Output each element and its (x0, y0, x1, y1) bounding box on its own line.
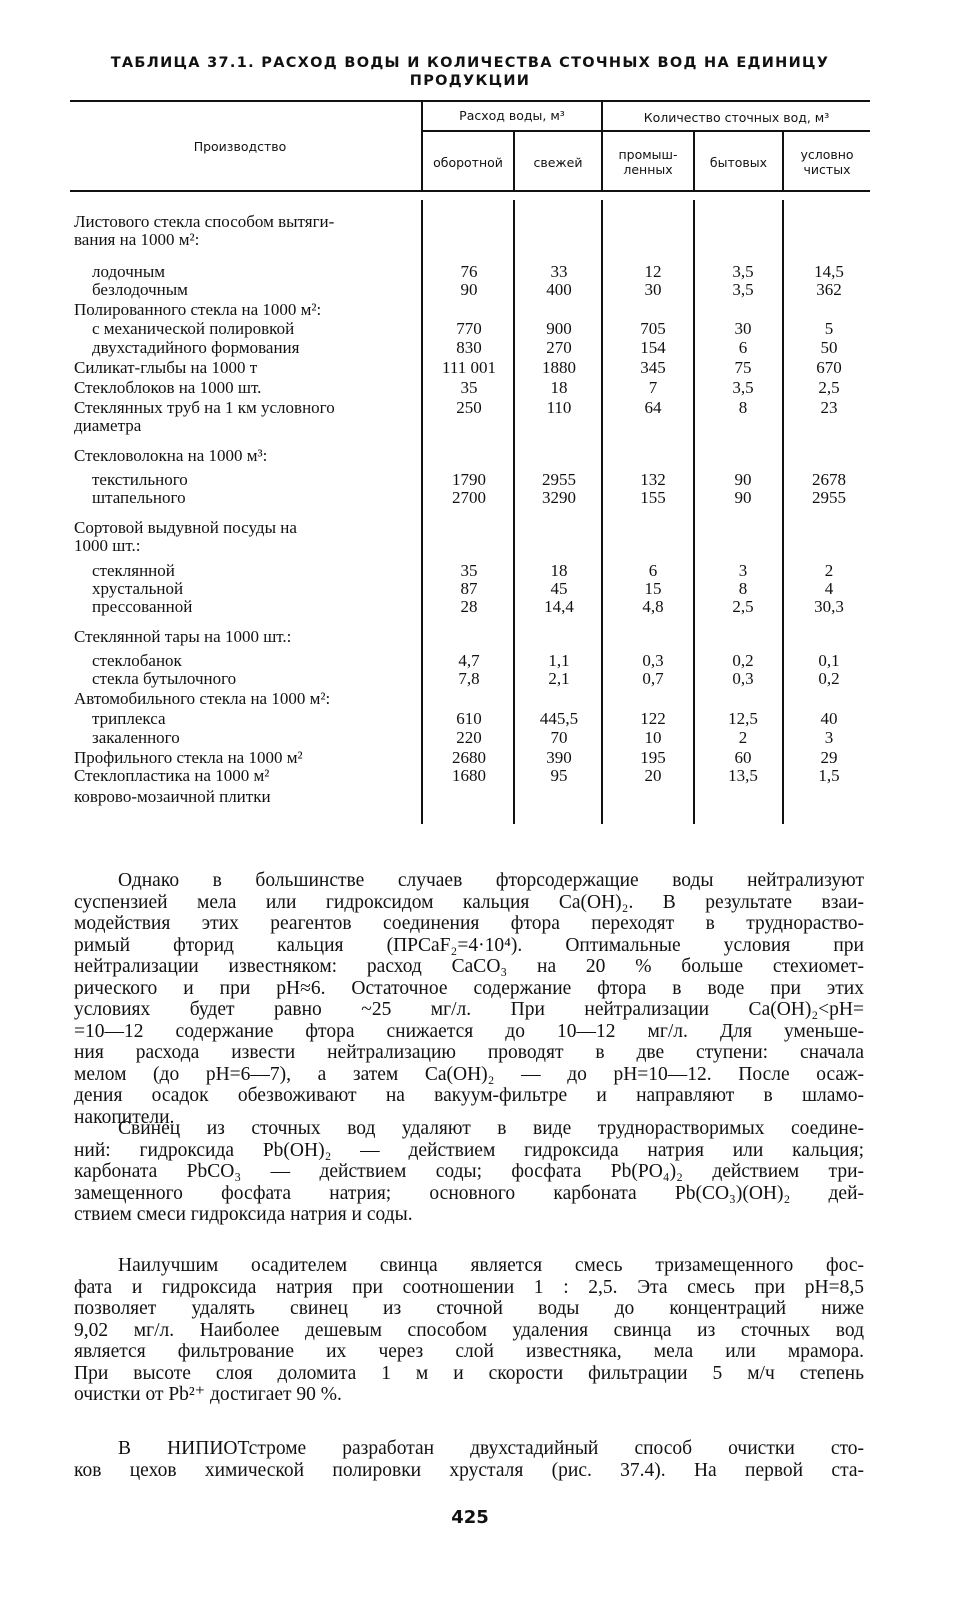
table-cell: 50 (820, 338, 838, 357)
table-cell: 90 (734, 488, 752, 507)
table-cell: 132 (640, 470, 666, 489)
text-line: мелом (до pH=6—7), а затем Ca(OH)₂ — до pH=10—12. После осаж- (74, 1063, 864, 1085)
text-line: карбоната PbCO₃ — действием соды; фосфата Pb(PO₄)₂ действием три- (74, 1161, 864, 1182)
table-row (0, 281, 959, 299)
row-label: коврово-мозаичной плитки (74, 787, 271, 806)
table-cell: 270 (546, 338, 572, 357)
table-row (0, 710, 959, 728)
header-clean-line2: чистых (803, 162, 851, 177)
table-caption-continued: ПРОДУКЦИИ (409, 73, 531, 89)
row-label: 1000 шт.: (74, 536, 141, 555)
table-cell: 2680 (452, 748, 486, 767)
text-line: В НИПИОТстроме разработан двухстадийный способ очистки сто- (118, 1438, 864, 1459)
table-cell: 90 (734, 470, 752, 489)
table-row (0, 379, 959, 397)
header-bottom-rule (70, 190, 870, 192)
table-cell: 90 (460, 280, 478, 299)
table-row (0, 652, 959, 670)
table-cell: 154 (640, 338, 666, 357)
text-line: является фильтрование их через слой известняка, мела или мрамора. (74, 1341, 864, 1362)
text-line: ков цехов химической полировки хрусталя (рис. 37.4). На первой ста- (74, 1459, 864, 1481)
table-cell: 1880 (542, 358, 576, 377)
text-line: Однако в большинстве случаев фторсодержащие воды нейтрализуют (118, 870, 864, 891)
table-cell: 30 (734, 319, 752, 338)
table-cell: 5 (824, 319, 834, 338)
header-production: Производство (193, 139, 287, 154)
row-label: безлодочным (92, 280, 188, 299)
table-cell: 18 (550, 561, 568, 580)
row-label: Стеклопластика на 1000 м² (74, 766, 270, 785)
table-cell: 2955 (812, 488, 846, 507)
table-cell: 4,7 (458, 651, 480, 670)
row-label: Стеклоблоков на 1000 шт. (74, 378, 262, 397)
table-cell: 95 (550, 766, 568, 785)
table-cell: 87 (460, 579, 478, 598)
table-cell: 2,5 (732, 597, 754, 616)
table-cell: 14,5 (814, 262, 844, 281)
table-row (0, 729, 959, 747)
table-cell: 3 (824, 728, 834, 747)
table-cell: 75 (734, 358, 752, 377)
row-label: с механической полировкой (92, 319, 295, 338)
header-conditionally-clean (784, 147, 870, 177)
table-row (0, 598, 959, 616)
row-label: Стекловолокна на 1000 м³: (74, 446, 268, 465)
table-cell: 0,2 (732, 651, 754, 670)
table-cell: 7 (648, 378, 658, 397)
table-cell: 0,1 (818, 651, 840, 670)
text-line: фата и гидроксида натрия при соотношении 1 : 2,5. Эта смесь при pH=8,5 (74, 1276, 864, 1298)
table-cell: 390 (546, 748, 572, 767)
table-cell: 2 (824, 561, 834, 580)
table-cell: 8 (738, 579, 748, 598)
table-row (0, 519, 959, 537)
text-line: позволяет удалять свинец из сточной воды до концентраций ниже (74, 1298, 864, 1319)
table-cell: 900 (546, 319, 572, 338)
row-label: вания на 1000 м²: (74, 230, 200, 249)
header-water-use: Расход воды, м³ (459, 108, 565, 123)
table-cell: 23 (820, 398, 838, 417)
table-cell: 6 (648, 561, 658, 580)
text-line: римый фторид кальция (ПРCaF₂=4·10⁴). Оптимальные условия при (74, 934, 864, 956)
text-line: Наилучшим осадителем свинца является смесь тризамещенного фос- (118, 1255, 864, 1276)
table-cell: 45 (550, 579, 568, 598)
row-label: двухстадийного формования (92, 338, 300, 357)
table-row (0, 767, 959, 785)
row-label: Сортовой выдувной посуды на (74, 518, 297, 537)
table-cell: 345 (640, 358, 666, 377)
table-cell: 6 (738, 338, 748, 357)
text-line: очистки от Pb²⁺ достигает 90 %. (74, 1384, 342, 1405)
text-line: нейтрализации известняком: расход CaCO₃ на 20 % больше стехиомет- (74, 956, 864, 977)
row-label: прессованной (92, 597, 193, 616)
table-row (0, 301, 959, 319)
table-cell: 770 (456, 319, 482, 338)
text-line: условиях будет равно ~25 мг/л. При нейтрализации Ca(OH)₂<pH= (74, 999, 864, 1020)
table-row (0, 263, 959, 281)
header-recycled: оборотной (433, 155, 503, 170)
table-cell: 705 (640, 319, 666, 338)
header-fresh: свежей (533, 155, 583, 170)
page-number: 425 (451, 1507, 489, 1528)
table-cell: 35 (460, 378, 478, 397)
table-cell: 1790 (452, 470, 486, 489)
text-line: дения осадок обезвоживают на вакуум-фильтре и направляют в шламо- (74, 1085, 864, 1106)
table-cell: 111 001 (442, 358, 496, 377)
table-row (0, 399, 959, 417)
table-row (0, 213, 959, 231)
table-cell: 15 (644, 579, 662, 598)
table-row (0, 628, 959, 646)
table-cell: 7,8 (458, 669, 480, 688)
table-cell: 12 (644, 262, 662, 281)
table-cell: 250 (456, 398, 482, 417)
row-label: стекла бутылочного (92, 669, 237, 688)
row-label: триплекса (92, 709, 166, 728)
row-label: Стеклянных труб на 1 км условного (74, 398, 335, 417)
header-domestic: бытовых (709, 155, 768, 170)
table-cell: 110 (546, 398, 572, 417)
text-line: =10—12 содержание фтора снижается до 10—12 мг/л. Для уменьше- (74, 1020, 864, 1042)
table-cell: 30,3 (814, 597, 844, 616)
table-cell: 30 (644, 280, 662, 299)
table-cell: 18 (550, 378, 568, 397)
table-cell: 12,5 (728, 709, 758, 728)
table-cell: 195 (640, 748, 666, 767)
table-row (0, 231, 959, 249)
row-label: Силикат-глыбы на 1000 т (74, 358, 258, 377)
table-row (0, 690, 959, 708)
table-row (0, 537, 959, 555)
row-label: Листового стекла способом вытяги- (74, 212, 335, 231)
table-row (0, 417, 959, 435)
table-row (0, 670, 959, 688)
table-cell: 28 (460, 597, 478, 616)
header-industrial-line2: ленных (623, 162, 673, 177)
table-row (0, 359, 959, 377)
table-cell: 445,5 (539, 709, 579, 728)
header-industrial-line1: промыш- (618, 147, 678, 162)
text-line: замещенного фосфата натрия; основного карбоната Pb(CO₃)(OH)₂ дей- (74, 1182, 864, 1204)
table-row (0, 471, 959, 489)
text-line: 9,02 мг/л. Наиболее дешевым способом удаления свинца из сточных вод (74, 1319, 864, 1341)
table-cell: 1680 (452, 766, 486, 785)
table-cell: 2,5 (818, 378, 840, 397)
row-label: лодочным (92, 262, 166, 281)
table-cell: 3,5 (732, 378, 754, 397)
table-cell: 0,3 (732, 669, 754, 688)
table-cell: 40 (820, 709, 838, 728)
table-cell: 362 (816, 280, 842, 299)
row-label: хрустальной (92, 579, 184, 598)
table-cell: 2700 (452, 488, 486, 507)
header-industrial (603, 147, 693, 177)
table-cell: 29 (820, 748, 838, 767)
table-cell: 2 (738, 728, 748, 747)
table-cell: 1,1 (548, 651, 570, 670)
table-cell: 64 (644, 398, 662, 417)
text-line: ний: гидроксида Pb(OH)₂ — действием гидроксида натрия или кальция; (74, 1139, 864, 1161)
table-row (0, 788, 959, 806)
row-label: закаленного (92, 728, 180, 747)
table-cell: 0,3 (642, 651, 664, 670)
table-row (0, 489, 959, 507)
table-cell: 670 (816, 358, 842, 377)
table-cell: 0,7 (642, 669, 664, 688)
header-waste-amount: Количество сточных вод, м³ (643, 110, 830, 125)
table-cell: 2955 (542, 470, 576, 489)
table-row (0, 447, 959, 465)
table-cell: 60 (734, 748, 752, 767)
row-label: Автомобильного стекла на 1000 м²: (74, 689, 331, 708)
table-cell: 220 (456, 728, 482, 747)
table-cell: 830 (456, 338, 482, 357)
table-cell: 76 (460, 262, 478, 281)
text-line: При высоте слоя доломита 1 м и скорости фильтрации 5 м/ч степень (74, 1362, 864, 1384)
table-cell: 70 (550, 728, 568, 747)
table-row (0, 562, 959, 580)
paragraph (74, 1255, 864, 1406)
text-line: суспензией мела или гидроксидом кальция Ca(OH)₂. В результате взаи- (74, 891, 864, 913)
paragraph (74, 1118, 864, 1226)
table-cell: 10 (644, 728, 662, 747)
text-line: ния расхода извести нейтрализацию проводят в две ступени: сначала (74, 1042, 864, 1063)
table-cell: 2,1 (548, 669, 570, 688)
row-label: штапельного (92, 488, 186, 507)
table-caption: ТАБЛИЦА 37.1. РАСХОД ВОДЫ И КОЛИЧЕСТВА СТОЧНЫХ ВОД НА ЕДИНИЦУ (110, 55, 830, 71)
row-label: Стеклянной тары на 1000 шт.: (74, 627, 292, 646)
table-cell: 20 (644, 766, 662, 785)
table-cell: 8 (738, 398, 748, 417)
table-cell: 400 (546, 280, 572, 299)
table-row (0, 320, 959, 338)
table-cell: 14,4 (544, 597, 574, 616)
table-cell: 2678 (812, 470, 846, 489)
table-cell: 35 (460, 561, 478, 580)
table-row (0, 580, 959, 598)
table-cell: 3 (738, 561, 748, 580)
header-group-rule (422, 130, 870, 132)
table-cell: 3290 (542, 488, 576, 507)
text-line: Свинец из сточных вод удаляют в виде труднорастворимых соедине- (118, 1118, 864, 1139)
table-cell: 1,5 (818, 766, 840, 785)
table-cell: 122 (640, 709, 666, 728)
row-label: стеклянной (92, 561, 175, 580)
table-cell: 0,2 (818, 669, 840, 688)
row-label: Профильного стекла на 1000 м² (74, 748, 303, 767)
header-clean-line1: условно (800, 147, 854, 162)
table-cell: 155 (640, 488, 666, 507)
table-top-rule (70, 100, 870, 102)
table-cell: 4 (824, 579, 834, 598)
text-line: ствием смеси гидроксида натрия и соды. (74, 1204, 413, 1225)
table-cell: 3,5 (732, 262, 754, 281)
table-cell: 610 (456, 709, 482, 728)
paragraph (74, 1438, 864, 1481)
text-line: модействия этих реагентов соединения фтора переходят в труднораство- (74, 913, 864, 934)
paragraph (74, 870, 864, 1128)
row-label: диаметра (74, 416, 142, 435)
table-cell: 33 (550, 262, 568, 281)
text-line: накопители. (74, 1106, 175, 1128)
row-label: текстильного (92, 470, 188, 489)
table-row (0, 339, 959, 357)
table-row (0, 749, 959, 767)
row-label: стеклобанок (92, 651, 182, 670)
table-cell: 4,8 (642, 597, 664, 616)
table-cell: 3,5 (732, 280, 754, 299)
table-cell: 13,5 (728, 766, 758, 785)
text-line: рического и при pH≈6. Остаточное содержание фтора в воде при этих (74, 977, 864, 999)
row-label: Полированного стекла на 1000 м²: (74, 300, 322, 319)
